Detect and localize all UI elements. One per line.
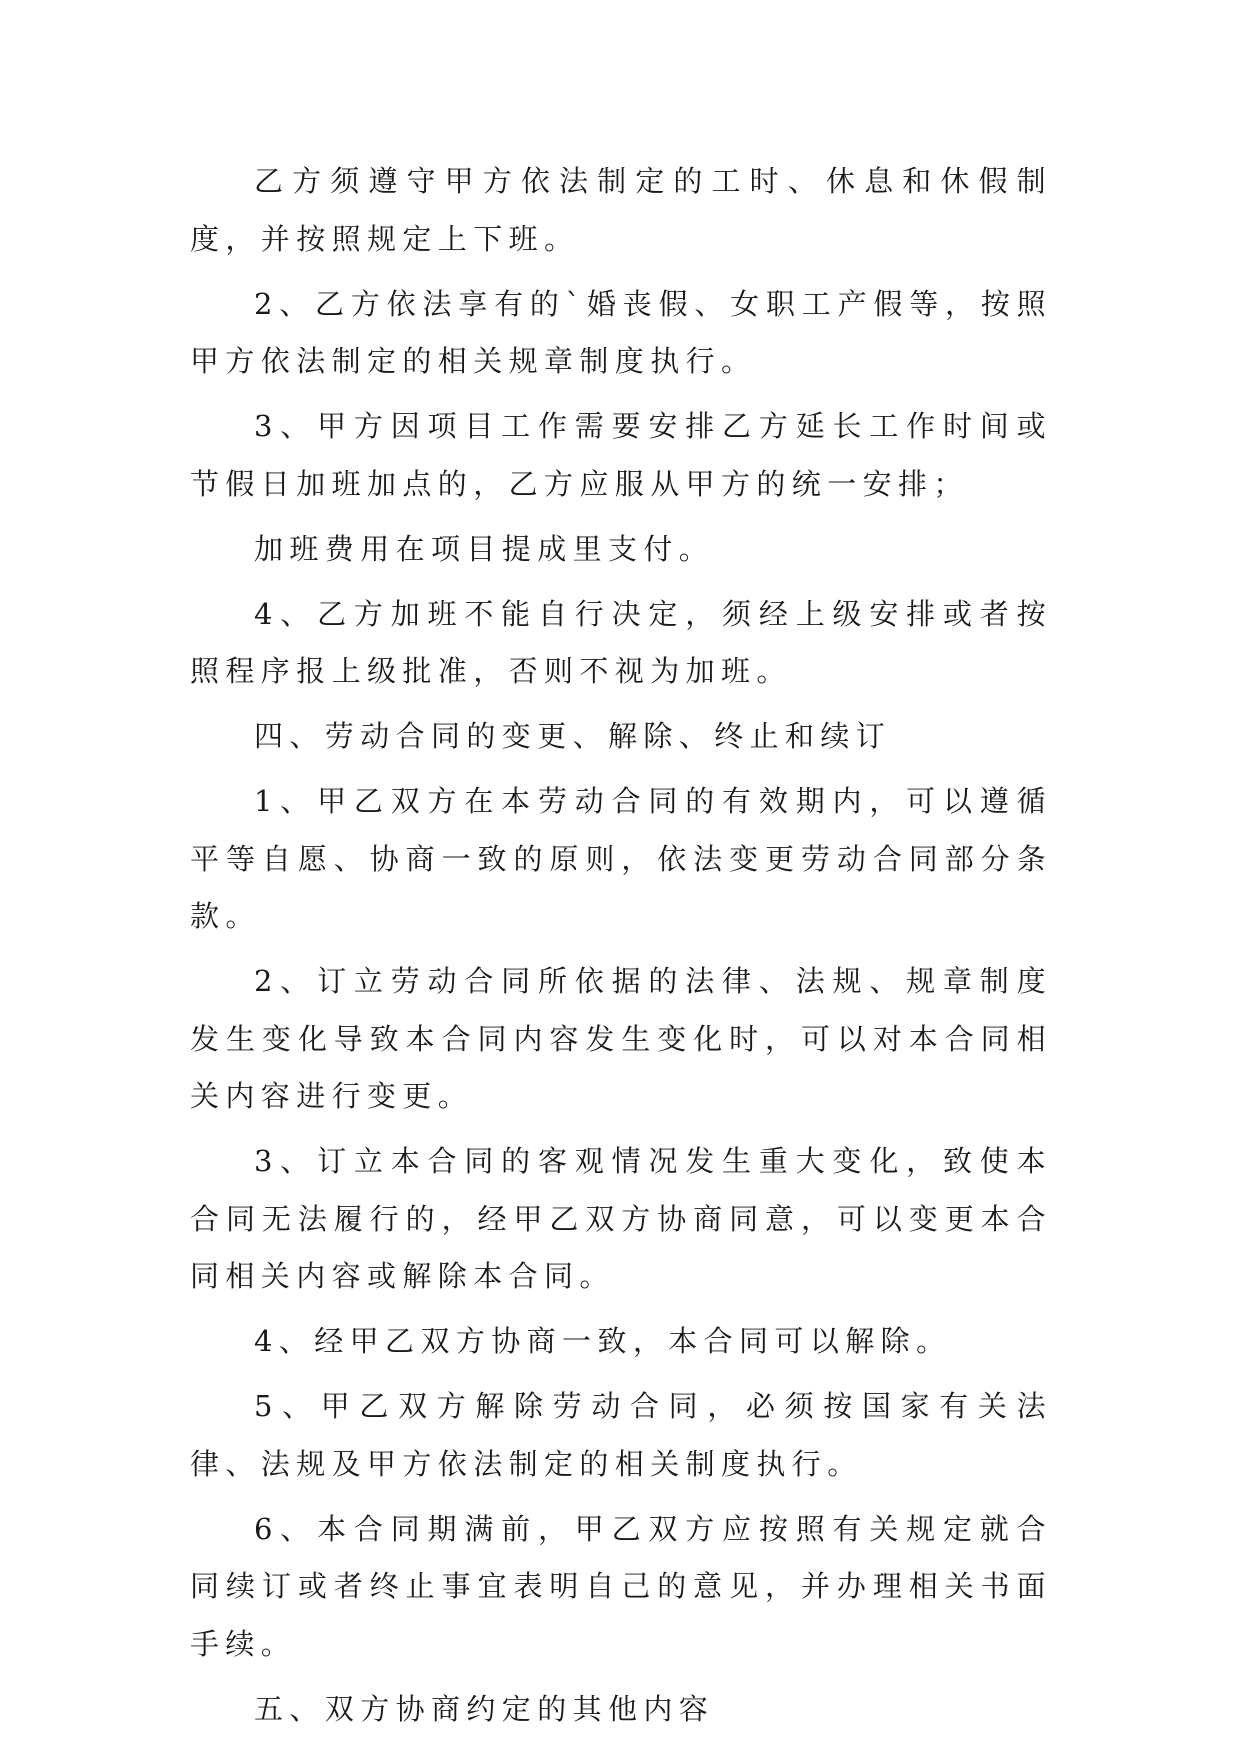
paragraph-work-hours: 乙方须遵守甲方依法制定的工时、休息和休假制度，并按照规定上下班。	[190, 164, 1052, 256]
paragraph-overtime-approval: 4、乙方加班不能自行决定，须经上级安排或者按照程序报上级批准，否则不视为加班。	[190, 596, 1052, 688]
paragraph-mutual-termination: 4、经甲乙双方协商一致，本合同可以解除。	[254, 1324, 952, 1358]
paragraph-renewal: 6、本合同期满前，甲乙双方应按照有关规定就合同续订或者终止事宜表明自己的意见，并办理相关书面手续。	[190, 1511, 1052, 1661]
paragraph-overtime-pay: 加班费用在项目提成里支付。	[254, 531, 715, 566]
section-heading-contract-changes: 四、劳动合同的变更、解除、终止和续订	[254, 719, 892, 753]
document-body	[190, 153, 1052, 1746]
paragraph-termination-rules: 5、甲乙双方解除劳动合同，必须按国家有关法律、法规及甲方依法制定的相关制度执行。	[190, 1389, 1052, 1481]
paragraph-change-by-circumstance: 3、订立本合同的客观情况发生重大变化，致使本合同无法履行的，经甲乙双方协商同意，可以变更本合同相关内容或解除本合同。	[190, 1144, 1052, 1293]
paragraph-change-by-law: 2、订立劳动合同所依据的法律、法规、规章制度发生变化导致本合同内容发生变化时，可以对本合同相关内容进行变更。	[190, 964, 1052, 1113]
section-heading-other-terms: 五、双方协商约定的其他内容	[254, 1691, 715, 1726]
paragraph-overtime-arrangement: 3、甲方因项目工作需要安排乙方延长工作时间或节假日加班加点的，乙方应服从甲方的统一安排；	[190, 409, 1052, 501]
paragraph-change-by-agreement: 1、甲乙双方在本劳动合同的有效期内，可以遵循平等自愿、协商一致的原则，依法变更劳动合同部分条款。	[190, 784, 1052, 933]
paragraph-leave: 2、乙方依法享有的`婚丧假、女职工产假等，按照甲方依法制定的相关规章制度执行。	[190, 286, 1052, 378]
